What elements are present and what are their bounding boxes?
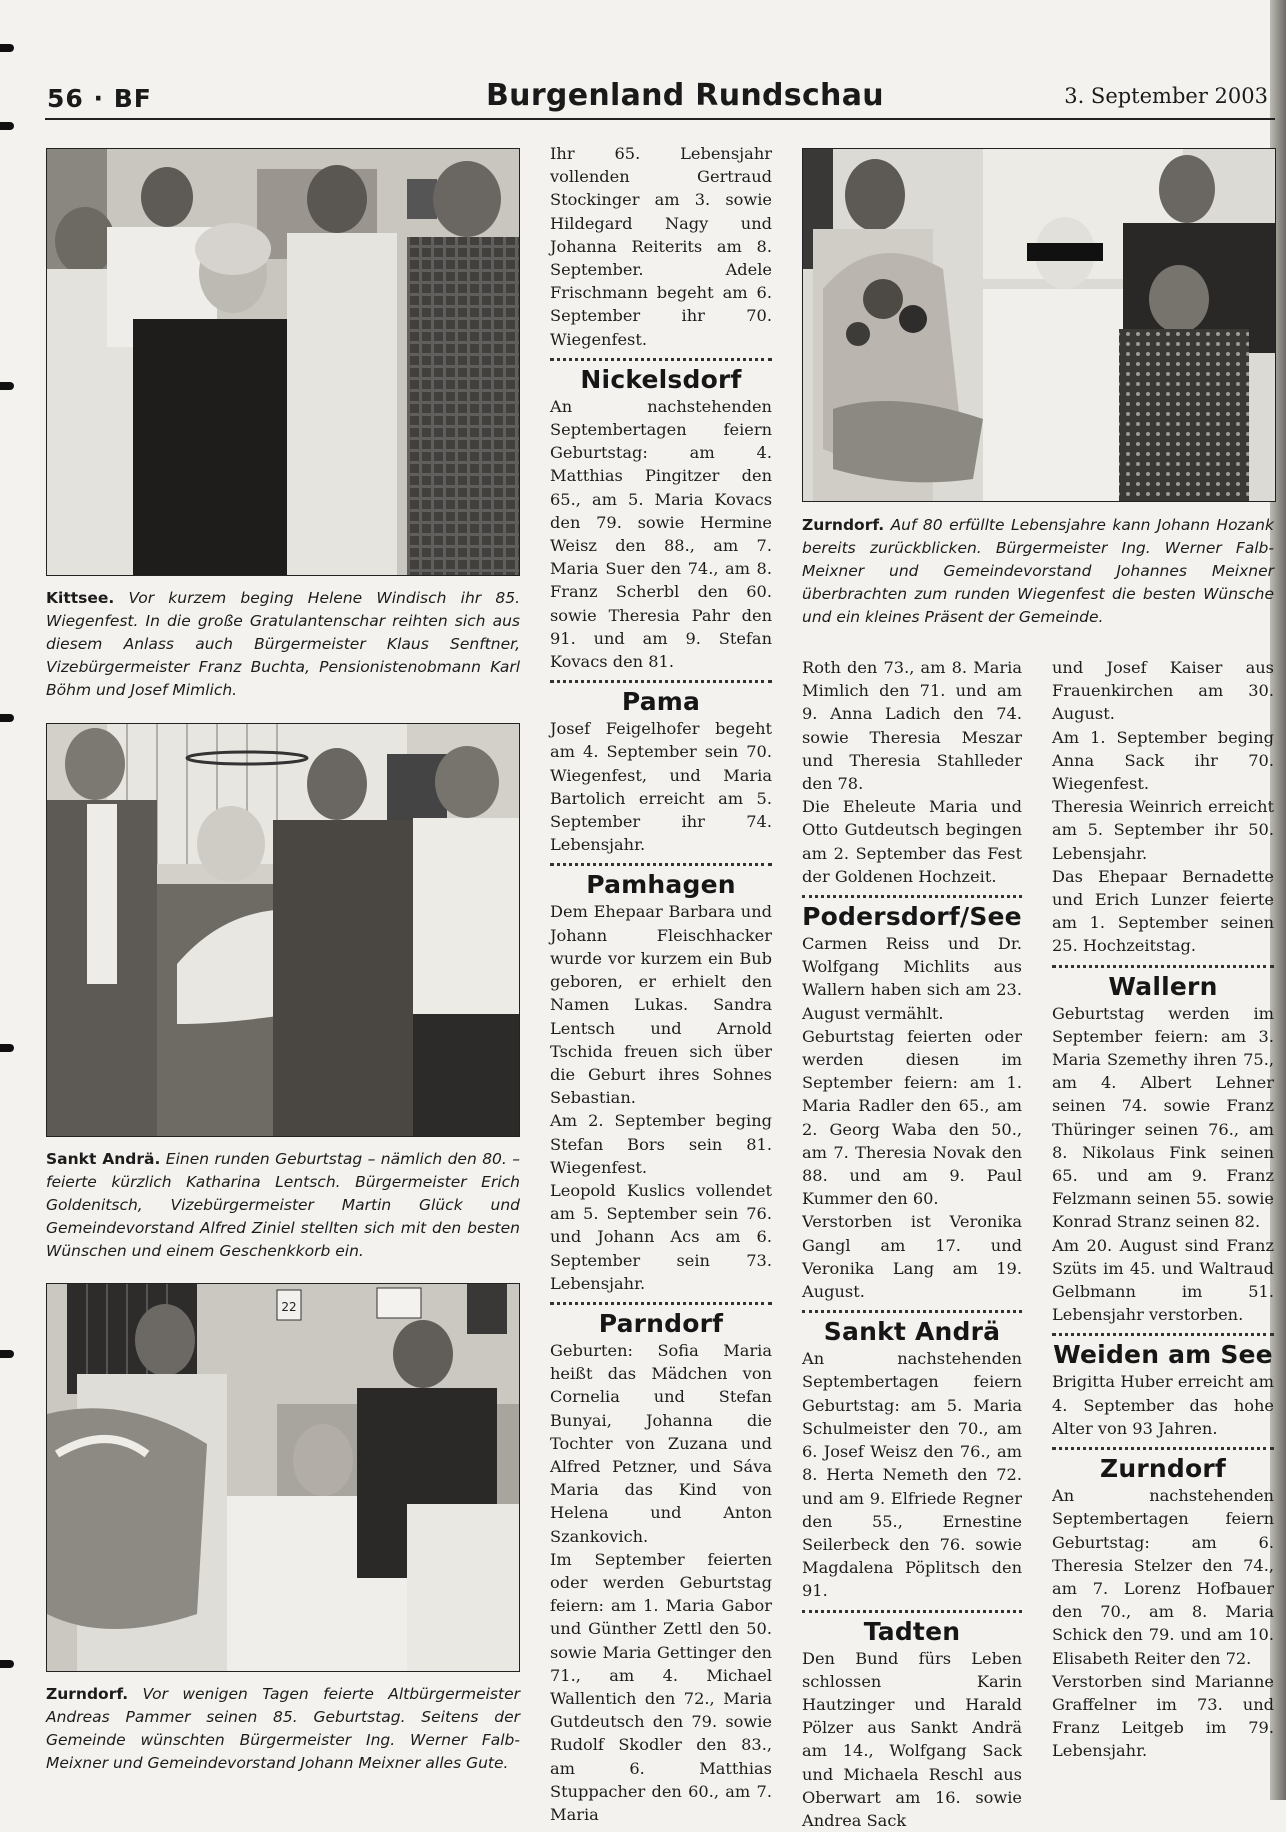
- heading-pamhagen: Pamhagen: [586, 870, 736, 900]
- section-divider: [802, 1610, 1022, 1613]
- heading-parndorf: Parndorf: [598, 1308, 724, 1338]
- photo-kittsee-image: [47, 149, 519, 575]
- heading-weiden-am-see: Weiden am See: [1053, 1340, 1273, 1370]
- scan-edge-mark: [0, 44, 14, 52]
- caption-text: Einen runden Geburtstag – nämlich den 80. – feierte kürzlich Katharina Lentsch. Bürgermeister Erich Goldenitsch, Vizebürgermeister Martin Glück und Gemeindevorstand Alfred Ziniel stellten sich mit den besten Wünschen und einem Geschenkkorb ein.: [46, 1150, 520, 1260]
- caption-place: Zurndorf.: [46, 1685, 129, 1703]
- newspaper-title: Burgenland Rundschau: [486, 78, 884, 113]
- issue-date: 3. September 2003: [1064, 84, 1268, 108]
- heading-sankt-andrae: Sankt Andrä: [823, 1317, 1001, 1347]
- column-fourth: [1052, 656, 1274, 1763]
- section-divider: [802, 895, 1022, 898]
- heading-zurndorf: Zurndorf: [1100, 1454, 1226, 1484]
- scan-edge-mark: [0, 382, 14, 390]
- section-divider: [550, 863, 772, 866]
- article-text: Geburten: Sofia Maria heißt das Mädchen von Cornelia und Stefan Bunyai, Johanna die Tochter von Zuzana und Alfred Petzner, und Sáva Maria das Kind von Helena und Anton Szankovich.: [550, 1340, 772, 1546]
- caption-place: Kittsee.: [46, 589, 115, 607]
- caption-zurndorf-left: [46, 1683, 520, 1775]
- article-text: Am 2. September beging Stefan Bors sein 81. Wiegenfest.: [550, 1111, 772, 1177]
- heading-pama: Pama: [621, 687, 701, 717]
- scan-edge-mark: [0, 1660, 14, 1668]
- scan-edge-mark: [0, 714, 14, 722]
- photo-sankt-andrae-image: [47, 724, 519, 1136]
- scan-edge-mark: [0, 1044, 14, 1052]
- article-text: Das Ehepaar Bernadette und Erich Lunzer feierte am 1. September seinen 25. Hochzeitstag.: [1052, 866, 1274, 956]
- column-third: [802, 656, 1022, 1832]
- section-divider: [1052, 1447, 1274, 1450]
- photo-zurndorf-left-image: [47, 1284, 519, 1671]
- photo-zurndorf-left: [46, 1283, 520, 1672]
- caption-text: Auf 80 erfüllte Lebensjahre kann Johann Hozank bereits zurückblicken. Bürgermeister Ing. Werner Falb-Meixner und Gemeindevorstand Johannes Meixner überbrachten zum runden Wiegenfest die besten Wünsche und ein kleines Präsent der Gemeinde.: [802, 516, 1274, 626]
- article-text: Verstorben sind Marianne Graffelner im 73. und Franz Leitgeb im 79. Lebensjahr.: [1052, 1671, 1274, 1761]
- article-text: Josef Feigelhofer begeht am 4. September sein 70. Wiegenfest, und Maria Bartolich erreicht am 5. September ihr 74. Lebensjahr.: [550, 719, 772, 855]
- article-text: An nachstehenden Septembertagen feiern Geburtstag: am 4. Matthias Pingitzer den 65., am 5. Maria Kovacs den 79. sowie Hermine Weisz den 88., am 7. Maria Suer den 74., am 8. Franz Scherbl den 60. sowie Theresia Pahr den 91. und am 9. Stefan Kovacs den 81.: [550, 396, 772, 672]
- article-text: Ihr 65. Lebensjahr vollenden Gertraud Stockinger am 3. sowie Hildegard Nagy und Johanna Reiterits am 8. September. Adele Frischmann begeht am 6. September ihr 70. Wiegenfest.: [550, 144, 772, 349]
- article-text: An nachstehenden Septembertagen feiern Geburtstag: am 5. Maria Schulmeister den 70., am 6. Josef Weisz den 76., am 8. Herta Nemeth den 72. und am 9. Elfriede Regner den 55., Ernestine Seilerbeck den 76. sowie Magdalena Pöplitsch den 91.: [802, 1349, 1022, 1601]
- header-rule: [45, 118, 1275, 120]
- section-divider: [1052, 1333, 1274, 1336]
- section-divider: [550, 358, 772, 361]
- article-text: Geburtstag feierten oder werden diesen im September feiern: am 1. Maria Radler den 65., am 2. Georg Waba den 50., am 7. Theresia Novak den 88. und am 9. Paul Kummer den 60.: [802, 1026, 1022, 1209]
- page-number: 56 · BF: [47, 84, 152, 113]
- article-text: Dem Ehepaar Barbara und Johann Fleischhacker wurde vor kurzem ein Bub geboren, er erhielt den Namen Lukas. Sandra Lentsch und Arnold Tschida freuen sich über die Geburt ihres Sohnes Sebastian.: [550, 902, 772, 1108]
- wall-number-sign: 22: [281, 1300, 297, 1314]
- article-text: Die Eheleute Maria und Otto Gutdeutsch begingen am 2. September das Fest der Goldenen Hochzeit.: [802, 797, 1022, 886]
- article-text: Am 1. September beging Anna Sack ihr 70. Wiegenfest.: [1052, 727, 1274, 794]
- section-divider: [802, 1310, 1022, 1313]
- section-divider: [550, 1302, 772, 1305]
- article-text: Im September feierten oder werden Geburtstag feiern: am 1. Maria Gabor und Günther Zettl den 50. sowie Maria Gettinger den 71., am 4. Michael Wallentich den 72., Maria Gutdeutsch den 79. sowie Rudolf Skodler den 83., am 6. Matthias Stuppacher den 60., am 7. Maria: [550, 1549, 772, 1824]
- article-text: Geburtstag werden im September feiern: am 3. Maria Szemethy ihren 75., am 4. Albert Lehner seinen 74. sowie Franz Thüringer seinen 76., am 8. Nikolaus Fink seinen 65. und am 9. Franz Felzmann seinen 55. sowie Konrad Stranz seinen 82.: [1052, 1003, 1274, 1232]
- heading-nickelsdorf: Nickelsdorf: [580, 364, 742, 394]
- section-divider: [550, 680, 772, 683]
- column-middle: [550, 142, 772, 1826]
- caption-zurndorf-right: [802, 514, 1274, 629]
- article-text: Den Bund fürs Leben schlossen Karin Hautzinger und Harald Pölzer aus Sankt Andrä am 14., Wolfgang Sack und Michaela Reschl aus Oberwart am 16. sowie Andrea Sack: [802, 1648, 1022, 1830]
- section-divider: [1052, 965, 1274, 968]
- article-text: und Josef Kaiser aus Frauenkirchen am 30. August.: [1052, 658, 1274, 724]
- caption-text: Vor kurzem beging Helene Windisch ihr 85. Wiegenfest. In die große Gratulantenschar reihten sich aus diesem Anlass auch Bürgermeister Klaus Senftner, Vizebürgermeister Franz Buchta, Pensionistenobmann Karl Böhm und Josef Mimlich.: [46, 589, 520, 699]
- scan-edge-mark: [0, 122, 14, 130]
- caption-kittsee: [46, 587, 520, 702]
- scan-edge-mark: [0, 1350, 14, 1358]
- photo-kittsee: [46, 148, 520, 576]
- caption-place: Sankt Andrä.: [46, 1150, 161, 1168]
- photo-sankt-andrae: [46, 723, 520, 1137]
- article-text: Theresia Weinrich erreicht am 5. September ihr 50. Lebensjahr.: [1052, 797, 1274, 863]
- article-text: Brigitta Huber erreicht am 4. September das hohe Alter von 93 Jahren.: [1052, 1372, 1274, 1438]
- heading-wallern: Wallern: [1108, 971, 1218, 1001]
- caption-sankt-andrae: [46, 1148, 520, 1263]
- article-text: Am 20. August sind Franz Szüts im 45. und Waltraud Gelbmann im 51. Lebensjahr verstorben.: [1052, 1235, 1274, 1325]
- article-text: Verstorben ist Veronika Gangl am 17. und Veronika Lang am 19. August.: [802, 1212, 1022, 1302]
- photo-zurndorf-right-image: [803, 149, 1275, 501]
- caption-place: Zurndorf.: [802, 516, 885, 534]
- article-text: Carmen Reiss und Dr. Wolfgang Michlits aus Wallern haben sich am 23. August vermählt.: [802, 934, 1022, 1023]
- heading-podersdorf: Podersdorf/See: [802, 902, 1022, 932]
- caption-text: Vor wenigen Tagen feierte Altbürgermeister Andreas Pammer seinen 85. Geburtstag. Seitens der Gemeinde wünschten Bürgermeister Ing. Werner Falb-Meixner und Gemeindevorstand Johann Meixner alles Gute.: [46, 1685, 520, 1772]
- article-text: Leopold Kuslics vollendet am 5. September sein 76. und Johann Acs am 6. September sein 73. Lebensjahr.: [550, 1180, 772, 1293]
- article-text: An nachstehenden Septembertagen feiern Geburtstag: am 6. Theresia Stelzer den 74., am 7. Lorenz Hofbauer den 70., am 8. Maria Schick den 79. und am 10. Elisabeth Reiter den 72.: [1052, 1486, 1274, 1668]
- article-text: Roth den 73., am 8. Maria Mimlich den 71. und am 9. Anna Ladich den 74. sowie Theresia Meszar und Theresia Stahlleder den 78.: [802, 658, 1022, 794]
- heading-tadten: Tadten: [863, 1616, 961, 1646]
- photo-zurndorf-right: [802, 148, 1276, 502]
